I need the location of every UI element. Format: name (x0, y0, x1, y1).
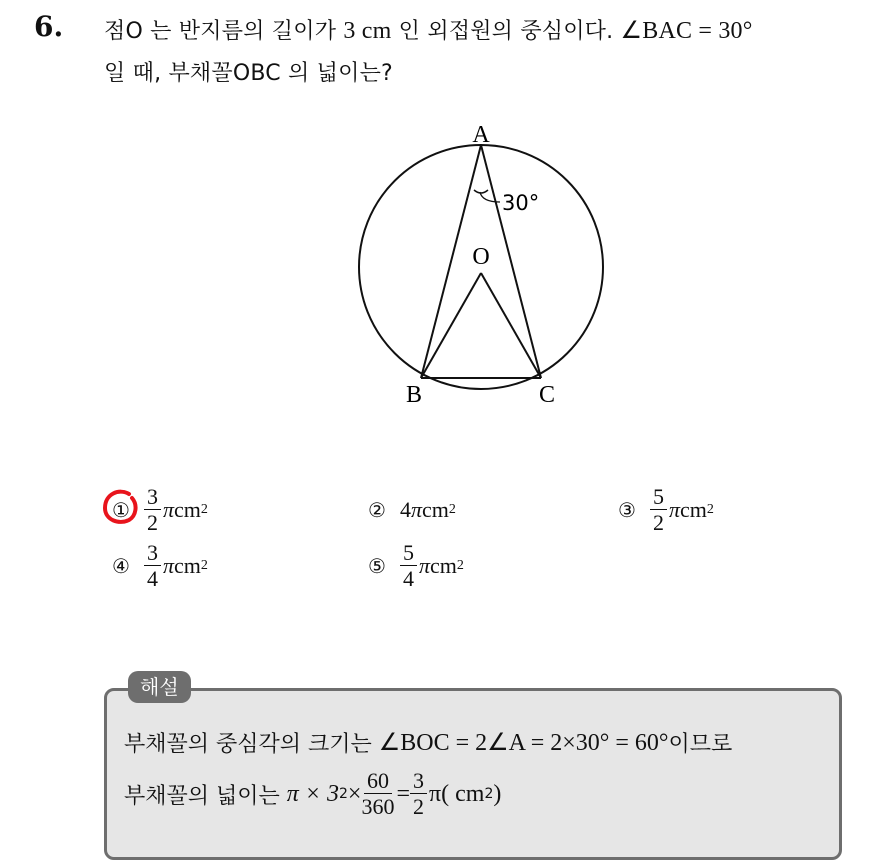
choice-4[interactable]: ④ $\frac{3}{4}$ π cm 2 (112, 540, 208, 591)
label-b: B (405, 382, 423, 408)
question-text-line2: 일 때, 부채꼴OBC 의 넓이는? (104, 61, 393, 86)
fraction: $\frac{3}{2}$ (410, 770, 427, 818)
question-number: 6. (34, 10, 64, 43)
circle-triangle-figure (340, 110, 620, 410)
angle-label: 30° (502, 191, 540, 215)
fraction: $\frac{3}{4}$ (144, 542, 161, 590)
fraction: $\frac{3}{2}$ (144, 486, 161, 534)
choice-3[interactable]: ③ $\frac{5}{2}$ π cm 2 (618, 484, 714, 535)
segment-oc (481, 273, 541, 378)
fraction: $\frac{5}{2}$ (650, 486, 667, 534)
angle-arc (474, 190, 488, 193)
question-text-line1: 점O 는 반지름의 길이가 3 cm 인 외접원의 중심이다. ∠BAC = 30° (104, 18, 753, 44)
solution-line1: 부채꼴의 중심각의 크기는 ∠BOC = 2∠A = 2×30° = 60° 이므로 (124, 730, 733, 757)
fraction: $\frac{5}{4}$ (400, 542, 417, 590)
segment-ac (481, 145, 541, 378)
choice-2[interactable]: ② 4 π cm 2 (368, 497, 456, 522)
label-o: O (472, 244, 490, 270)
choice-1[interactable]: ① $\frac{3}{2}$ π cm 2 (112, 484, 208, 535)
solution-line2: 부채꼴의 넓이는 π × 3 2 × $\frac{60}{360}$ = $\frac{3}{2}$ π( cm 2 ) (124, 768, 502, 819)
segment-ob (421, 273, 481, 378)
fraction: $\frac{60}{360}$ (361, 768, 395, 819)
choice-5[interactable]: ⑤ $\frac{5}{4}$ π cm 2 (368, 540, 464, 591)
solution-tag: 해설 (128, 671, 191, 703)
label-a: A (472, 122, 490, 148)
label-c: C (538, 382, 556, 408)
